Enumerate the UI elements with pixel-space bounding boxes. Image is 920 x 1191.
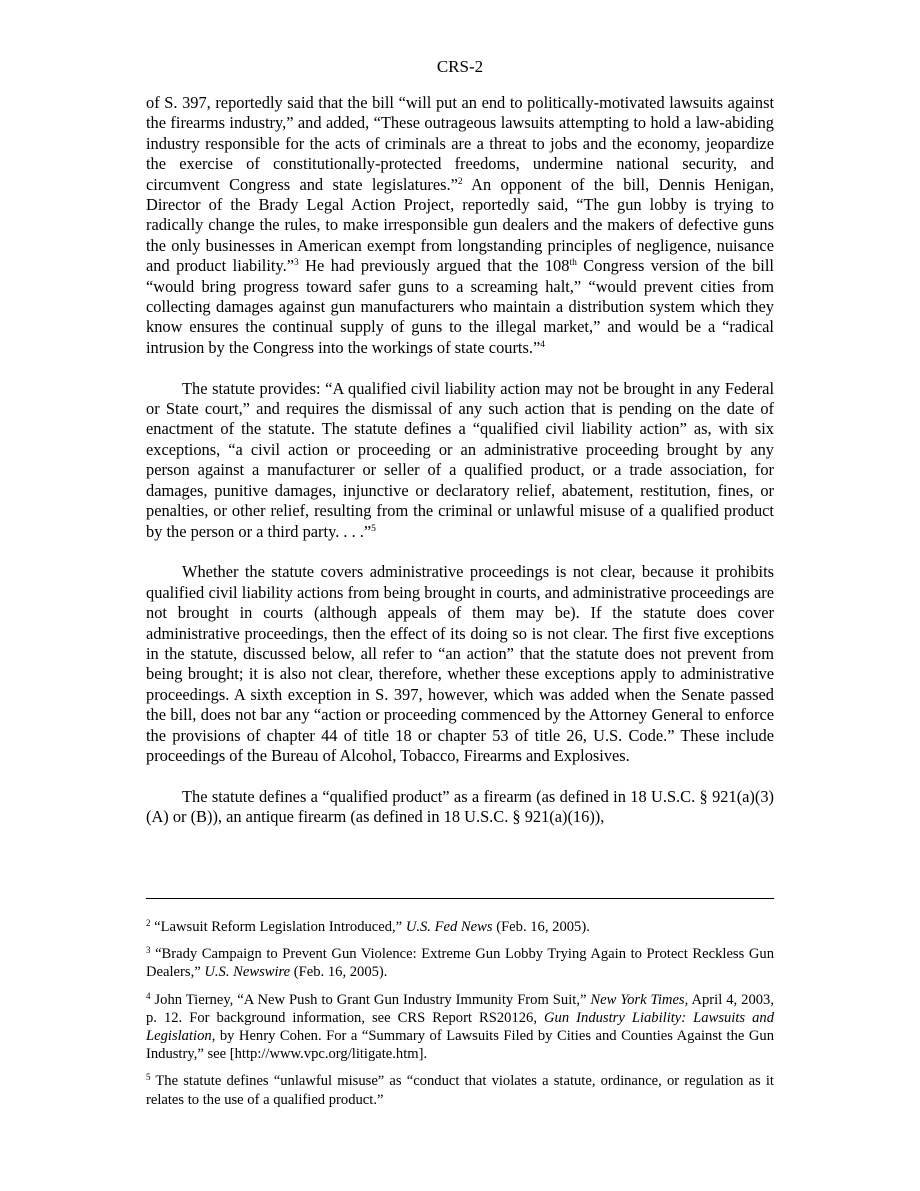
footnote-number: 3 [146, 945, 151, 956]
paragraph-1 [146, 93, 774, 358]
footnote-text: , by Henry Cohen. For a “Summary of Lawsuits Filed by Cities and Counties Against the Gun Industry,” see [http://www.vpc.org/litigate.htm]. [146, 1028, 774, 1063]
footnote-2 [146, 918, 774, 936]
publication-title: U.S. Newswire [204, 964, 291, 981]
footnote-text: The statute defines “unlawful misuse” as “conduct that violates a statute, ordinance, or regulation as it relates to the use of a qualified product.” [146, 1073, 774, 1108]
paragraph-3-text: Whether the statute covers administrative proceedings is not clear, because it prohibits qualified civil liability actions from being brought in courts, and administrative proceedings are not brought in courts (although appeals of them may be). If the statute does cover administrative proceedings, then the effect of its doing so is not clear. The first five exceptions in the statute, discussed below, all refer to “an action” that the statute does not prevent from being brought; it is also not clear, therefore, whether these exceptions apply to administrative proceedings. A sixth exception in S. 397, however, which was added when the Senate passed the bill, does not bar any “action or proceeding commenced by the Attorney General to enforce the provisions of chapter 44 of title 18 or chapter 53 of title 26, U.S. Code.” These include proceedings of the Bureau of Alcohol, Tobacco, Firearms and Explosives. [146, 562, 774, 765]
footnote-text: “Lawsuit Reform Legislation Introduced,” [150, 919, 406, 935]
paragraph-1-text-d: Congress version of the bill “would bring progress toward safer guns to a screaming halt,” “would prevent cities from collecting damages against gun manufacturers who maintain a distribution system which they know ensures the continual supply of guns to the illegal market,” and would be a “radical intrusion by the Congress into the workings of state courts.” [146, 256, 774, 357]
paragraph-1-text-b: An opponent of the bill, Dennis Henigan, Director of the Brady Legal Action Project, reportedly said, “The gun lobby is trying to radically change the rules, to make irresponsible gun dealers and the makers of defective guns the only businesses in American exempt from longstanding principles of negligence, nuisance and product liability.” [146, 174, 774, 276]
footnote-4 [146, 991, 774, 1064]
footnote-text: “Brady Campaign to Prevent Gun Violence: Extreme Gun Lobby Trying Again to Protect Reckless Gun Dealers,” [146, 946, 774, 981]
footnote-5 [146, 1072, 774, 1108]
footnote-3 [146, 945, 774, 981]
publication-title: U.S. Fed News [405, 919, 493, 935]
footnotes [146, 918, 774, 1118]
paragraph-2-text: The statute provides: “A qualified civil liability action may not be brought in any Federal or State court,” and requires the dismissal of any such action that is pending on the date of enactment of the statute. The statute defines a “qualified civil liability action” as, with six exceptions, “a civil action or proceeding or an administrative proceeding brought by any person against a manufacturer or seller of a qualified product, or a trade association, for damages, punitive damages, injunctive or declaratory relief, abatement, restitution, fines, or penalties, or other relief, resulting from the criminal or unlawful misuse of a qualified product by the person or a third party. . . .” [146, 378, 774, 541]
page-number: CRS-2 [436, 57, 484, 76]
footnote-text: John Tierney, “A New Push to Grant Gun Industry Immunity From Suit,” [150, 991, 591, 1008]
footnote-ref-2: 2 [457, 176, 463, 187]
paragraph-1-text-a: of S. 397, reportedly said that the bill “will put an end to politically-motivated lawsuits against the firearms industry,” and added, “These outrageous lawsuits attempting to hold a law-abiding industry responsible for the acts of criminals are a threat to jobs and the economy, jeopardize the exercise of constitutionally-protected freedoms, undermine national security, and circumvent Congress and state legislatures.” [146, 93, 774, 194]
paragraph-4 [146, 787, 774, 828]
paragraph-3 [146, 562, 774, 766]
paragraph-2 [146, 379, 774, 542]
footnote-number: 2 [146, 918, 151, 928]
body-text [146, 93, 774, 828]
footnote-divider [146, 898, 774, 899]
report-title: Gun Industry Liability: Lawsuits and Legislation [146, 1009, 774, 1045]
paragraph-1-text-c: He had previously argued that the 108 [298, 256, 570, 276]
footnote-text: (Feb. 16, 2005). [492, 919, 590, 935]
publication-title: New York Times [590, 991, 685, 1008]
footnote-number: 4 [146, 990, 151, 1001]
footnote-ref-4: 4 [540, 339, 545, 350]
footnote-ref-5: 5 [371, 523, 376, 534]
footnote-text: (Feb. 16, 2005). [290, 964, 388, 981]
footnote-number: 5 [146, 1072, 151, 1083]
ordinal-suffix: th [569, 258, 577, 269]
paragraph-4-text: The statute defines a “qualified product” as a firearm (as defined in 18 U.S.C. § 921(a)(3)(A) or (B)), an antique firearm (as defined in 18 U.S.C. § 921(a)(16)), [146, 786, 774, 827]
footnote-text: , April 4, 2003, p. 12. For background information, see CRS Report RS20126, [146, 991, 774, 1026]
footnote-ref-3: 3 [293, 258, 299, 269]
